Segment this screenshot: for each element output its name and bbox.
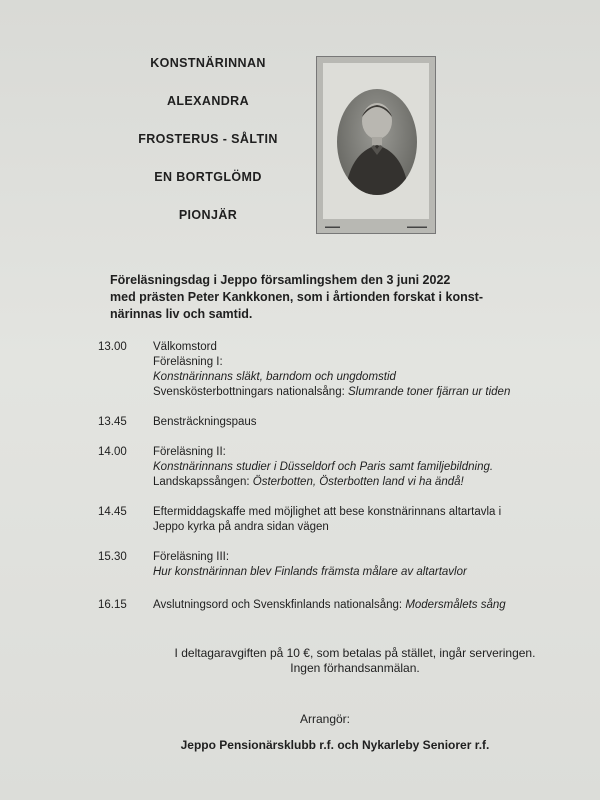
portrait-oval: [337, 89, 417, 195]
intro-line-1: Föreläsningsdag i Jeppo församlingshem den 3 juni 2022: [110, 273, 451, 287]
schedule-time: 14.45: [98, 506, 127, 518]
schedule-line: Svenskösterbottningars nationalsång:: [153, 386, 348, 398]
song-title: Modersmålets sång: [405, 599, 506, 611]
fee-line-1: I deltagaravgiften på 10 €, som betalas på stället, ingår serveringen.: [174, 646, 536, 660]
schedule-line: Välkomstord: [153, 341, 217, 353]
schedule-line: Konstnärinnans släkt, barndom och ungdomstid: [153, 371, 396, 383]
intro-line-3: närinnas liv och samtid.: [110, 307, 253, 321]
fee-info: [140, 646, 570, 676]
schedule-line: Eftermiddagskaffe med möjlighet att bese konstnärinnans altartavla i: [153, 506, 502, 518]
title-block: [118, 56, 298, 246]
schedule-time: 13.45: [98, 416, 127, 428]
title-line-5: PIONJÄR: [178, 208, 238, 222]
fee-line-2: Ingen förhandsanmälan.: [290, 661, 420, 675]
schedule-line: Hur konstnärinnan blev Finlands främsta målare av altartavlor: [153, 566, 467, 578]
portrait-photo: [316, 56, 436, 234]
photo-caption: ▬▬▬ ▬▬▬▬: [325, 224, 427, 230]
schedule-line: Bensträckningspaus: [153, 416, 257, 428]
title-line-4: EN BORTGLÖMD: [154, 170, 262, 184]
title-line-2: ALEXANDRA: [166, 94, 250, 108]
schedule-line: Föreläsning I:: [153, 356, 223, 368]
intro-line-2: med prästen Peter Kankkonen, som i årtionden forskat i konst-: [110, 290, 484, 304]
schedule-time: 16.15: [98, 599, 127, 611]
schedule-time: 15.30: [98, 551, 127, 563]
organizer-label: Arrangör:: [299, 712, 351, 726]
schedule-line: Landskapssången:: [153, 476, 253, 488]
schedule-line: Föreläsning III:: [153, 551, 230, 563]
schedule-time: 14.00: [98, 446, 127, 458]
schedule-time: 13.00: [98, 341, 127, 353]
song-title: Österbotten, Österbotten land vi ha ändå!: [252, 476, 464, 488]
organizers: Jeppo Pensionärsklubb r.f. och Nykarleby Seniorer r.f.: [180, 738, 490, 752]
schedule-line: Föreläsning II:: [153, 446, 226, 458]
song-title: Slumrande toner fjärran ur tiden: [347, 386, 511, 398]
schedule-line: Jeppo kyrka på andra sidan vägen: [153, 521, 329, 533]
title-line-1: KONSTNÄRINNAN: [150, 56, 266, 70]
intro-text: [110, 272, 570, 323]
schedule-line: Avslutningsord och Svenskfinlands nationalsång:: [153, 599, 406, 611]
title-line-3: FROSTERUS - SÅLTIN: [138, 132, 278, 146]
schedule-line: Konstnärinnans studier i Düsseldorf och Paris samt familjebildning.: [153, 461, 494, 473]
